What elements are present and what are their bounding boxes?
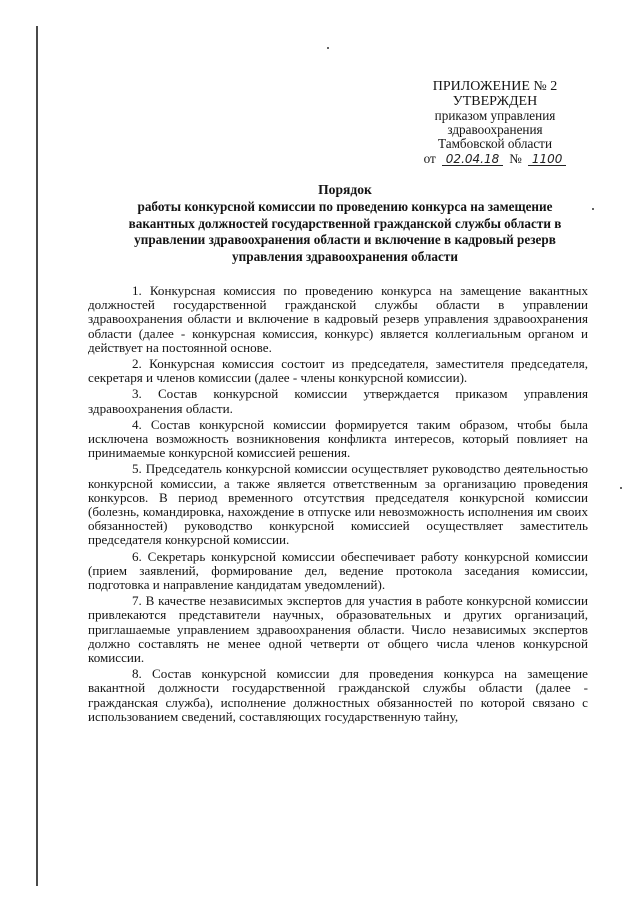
paragraph-7: 7. В качестве независимых экспертов для участия в работе конкурсной комиссии привлекаются представители научных, образовательных и других организаций, приглашаемые управлением здравоохранения области. Число независимых экспертов должно составлять не менее одной четверти от общего числа членов конкурсной комиссии.	[88, 593, 588, 666]
document-title	[80, 182, 610, 266]
approved-label: УТВЕРЖДЕН	[452, 93, 538, 109]
approval-region-line: Тамбовской области	[438, 136, 552, 152]
title-line: вакантных должностей государственной гражданской службы области в	[128, 215, 562, 231]
scan-edge-line	[36, 26, 38, 886]
paragraph-6: 6. Секретарь конкурсной комиссии обеспечивает работу конкурсной комиссии (прием заявлений, формирование дел, ведение протокола заседания комиссии, подготовка и направление кандидатам уведомлений).	[88, 548, 588, 593]
title-line: управления здравоохранения области	[232, 249, 458, 265]
handwritten-date: 02.04.18	[442, 153, 503, 166]
title-heading: Порядок	[318, 182, 372, 197]
appendix-label: ПРИЛОЖЕНИЕ № 2	[432, 79, 558, 94]
paragraph-8: 8. Состав конкурсной комиссии для проведения конкурса на замещение вакантной должности государственной гражданской службы области (далее - гражданская служба), исполнение должностных обязанностей по которой связано с использованием сведений, составляющих государственную тайну,	[88, 666, 588, 724]
date-prefix: от	[423, 150, 436, 166]
handwritten-number: 1100	[528, 153, 567, 166]
title-line: управлении здравоохранения области и включение в кадровый резерв	[134, 232, 556, 248]
paragraph-4: 4. Состав конкурсной комиссии формируется таким образом, чтобы была исключена возможность возникновения конфликта интересов, который повлияет на принимаемые конкурсной комиссией решения.	[88, 416, 588, 461]
document-body	[88, 284, 588, 726]
approval-order-line: приказом управления	[434, 108, 556, 123]
approval-org-line: здравоохранения	[447, 122, 543, 138]
number-prefix: №	[509, 150, 522, 166]
approval-stamp-block	[405, 80, 585, 166]
paragraph-3: 3. Состав конкурсной комиссии утверждается приказом управления здравоохранения области.	[88, 386, 588, 416]
paragraph-5: 5. Председатель конкурсной комиссии осуществляет руководство деятельностью конкурсной комиссии, а также является ответственным за организацию проведения конкурсов. В период временного отсутствия председателя конкурсной комиссии (болезнь, командировка, нахождение в отпуске или невозможность исполнения им своих обязанностей) руководство конкурсной комиссией осуществляет заместитель председателя конкурсной комиссии.	[88, 461, 588, 548]
paragraph-2: 2. Конкурсная комиссия состоит из председателя, заместителя председателя, секретаря и членов комиссии (далее - члены конкурсной комиссии).	[88, 356, 588, 386]
title-line: работы конкурсной комиссии по проведению конкурса на замещение	[137, 198, 553, 214]
approval-date-number-line	[405, 152, 585, 166]
scan-speck	[327, 47, 329, 49]
scan-speck	[620, 487, 622, 489]
paragraph-1: 1. Конкурсная комиссия по проведению конкурса на замещение вакантных должностей государственной гражданской службы области в управлении здравоохранения области и включение в кадровый резерв управления здравоохранения области (далее - конкурсная комиссия, конкурс) является коллегиальным органом и действует на постоянной основе.	[88, 283, 588, 355]
